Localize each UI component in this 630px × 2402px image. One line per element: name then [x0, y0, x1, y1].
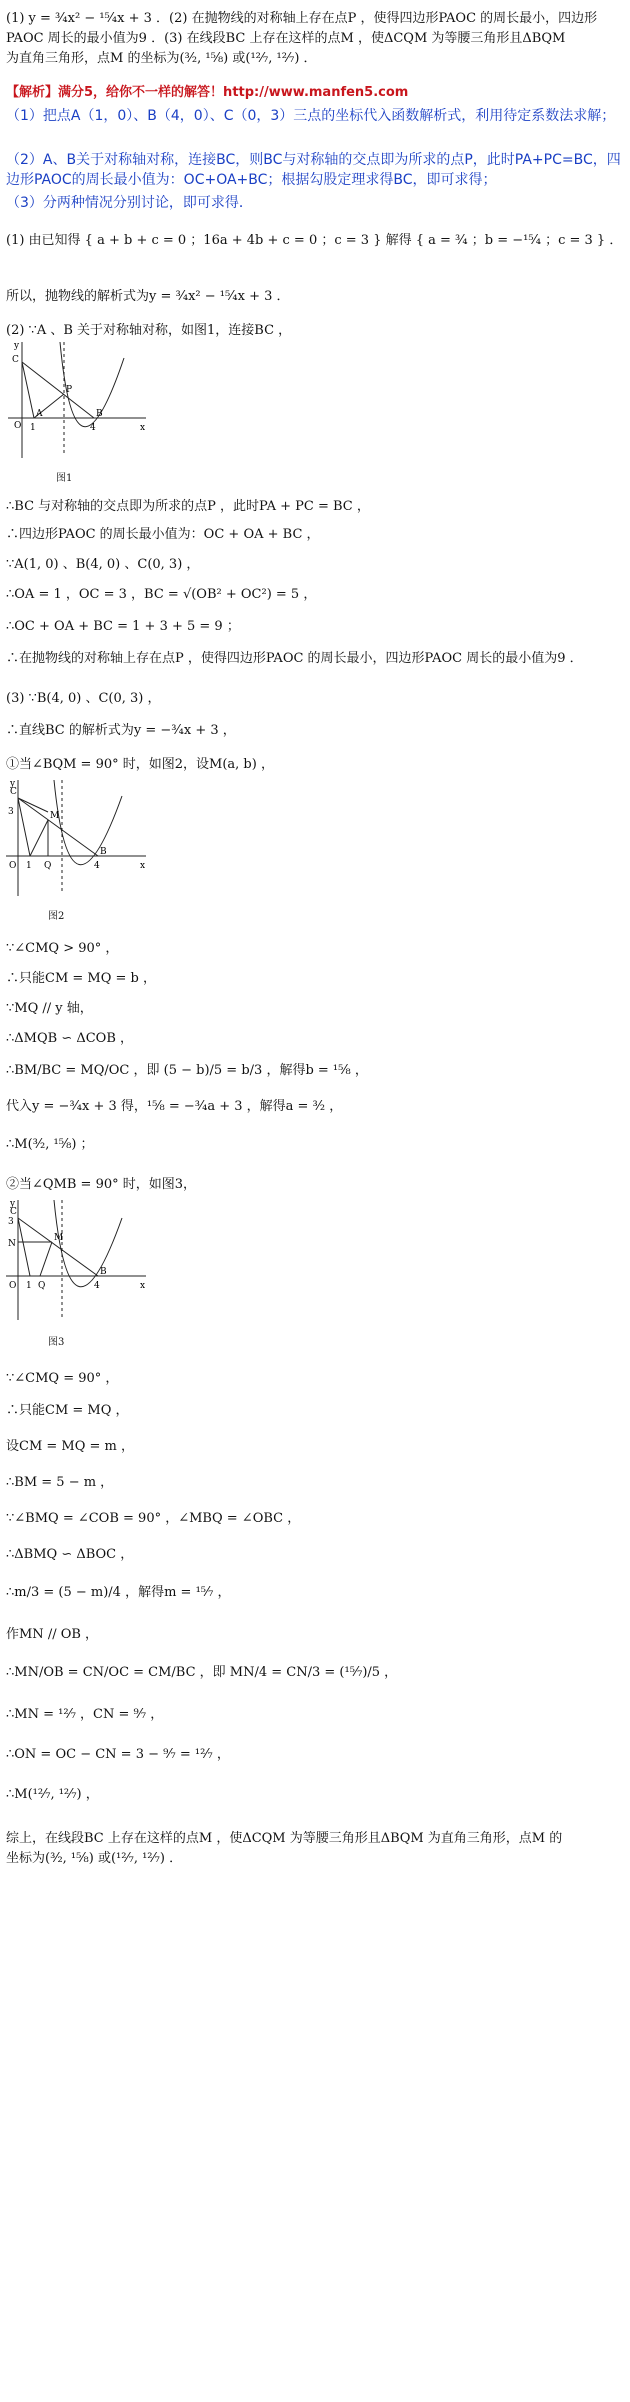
- solution-line: (2) ∵A 、B 关于对称轴对称，如图1，连接BC ，: [6, 323, 292, 338]
- solution-line: ∴MN = ¹²⁄₇ ，CN = ⁹⁄₇ ，: [6, 1707, 164, 1722]
- fig2-label-three: 3: [8, 807, 14, 817]
- analysis-site-text: 满分5，给你不一样的解答！http://www.manfen5.com: [58, 85, 409, 100]
- solution-line: ∴只能CM = MQ = b ，: [6, 971, 156, 986]
- figure-2-graph: [0, 776, 150, 904]
- solution-line: 设CM = MQ = m ，: [6, 1439, 135, 1454]
- fig3-label-x: x: [140, 1281, 146, 1291]
- fig2-label-B: B: [100, 847, 107, 857]
- solution-line: ∴OC + OA + BC = 1 + 3 + 5 = 9 ；: [6, 619, 240, 634]
- solution-line: (3) ∵B(4, 0) 、C(0, 3) ，: [6, 691, 161, 706]
- solution-line: ∵∠BMQ = ∠COB = 90° ，∠MBQ = ∠OBC ，: [6, 1511, 301, 1526]
- fig3-label-O: O: [9, 1281, 17, 1291]
- analysis-header: [6, 84, 622, 102]
- figure-3-graph: [0, 1196, 150, 1326]
- fig1-label-O: O: [14, 421, 22, 431]
- solution-line: ∵A(1, 0) 、B(4, 0) 、C(0, 3) ，: [6, 557, 200, 572]
- fig2-label-M: M: [50, 811, 60, 821]
- solution-line: ∴M(³⁄₂, ¹⁵⁄₈) ；: [6, 1137, 94, 1152]
- fig1-label-y: y: [14, 341, 20, 351]
- solution-line: 代入y = −³⁄₄x + 3 得，¹⁵⁄₈ = −³⁄₄a + 3 ，解得a = ³⁄₂ ，: [6, 1099, 343, 1114]
- solution-line: ∵MQ // y 轴，: [6, 1001, 93, 1016]
- fig1-label-x: x: [140, 423, 146, 433]
- conclusion-line-2: 坐标为(³⁄₂, ¹⁵⁄₈) 或(¹²⁄₇, ¹²⁄₇) ．: [6, 1851, 183, 1866]
- solution-line: ∴ΔMQB ∽ ΔCOB ，: [6, 1031, 134, 1046]
- fig2-label-x: x: [140, 861, 146, 871]
- fig2-label-one: 1: [26, 861, 32, 871]
- fig3-label-B: B: [100, 1267, 107, 1277]
- fig2-label-O: O: [9, 861, 17, 871]
- fig1-label-B: B: [96, 409, 103, 419]
- analysis-step-1: （1）把点A（1，0）、B（4，0）、C（0，3）三点的坐标代入函数解析式，利用待定系数法求解；: [6, 108, 616, 124]
- fig3-label-y: y: [10, 1199, 16, 1209]
- solution-line: ∴只能CM = MQ ，: [6, 1403, 129, 1418]
- solution-line: ∴ON = OC − CN = 3 − ⁹⁄₇ = ¹²⁄₇ ，: [6, 1747, 230, 1762]
- fig2-label-four: 4: [94, 861, 100, 871]
- figure-1-graph: [0, 338, 150, 464]
- solution-line: ∴在抛物线的对称轴上存在点P ，使得四边形PAOC 的周长最小，四边形PAOC 周长的最小值为9 ．: [6, 651, 583, 666]
- fig3-label-M: M: [54, 1233, 64, 1243]
- solution-line: ∵∠CMQ > 90° ，: [6, 941, 119, 956]
- analysis-label: 【解析】: [6, 85, 59, 100]
- analysis-step-3: （3）分两种情况分别讨论，即可求得．: [6, 195, 253, 211]
- fig3-label-Q: Q: [38, 1281, 46, 1291]
- fig3-label-one: 1: [26, 1281, 32, 1291]
- solution-line: ∴MN/OB = CN/OC = CM/BC ，即 MN/4 = CN/3 = (¹⁵⁄₇)/5 ，: [6, 1665, 398, 1680]
- solution-line: ∴BM = 5 − m ，: [6, 1475, 114, 1490]
- fig1-label-one: 1: [30, 423, 36, 433]
- fig1-label-C: C: [12, 355, 19, 365]
- solution-line: ①当∠BQM = 90° 时，如图2，设M(a, b) ，: [6, 757, 274, 772]
- fig1-label-A: A: [36, 409, 43, 419]
- figure-2-caption: 图2: [48, 911, 65, 922]
- solution-line: ∴ΔBMQ ∽ ΔBOC ，: [6, 1547, 134, 1562]
- solution-line: ∴m/3 = (5 − m)/4 ，解得m = ¹⁵⁄₇ ，: [6, 1585, 231, 1600]
- solution-line: (1) 由已知得 { a + b + c = 0 ；16a + 4b + c = 0 ；c = 3 } 解得 { a = ³⁄₄ ；b = −¹⁵⁄₄ ；c = 3 } ．: [6, 233, 622, 248]
- figure-1-caption: 图1: [56, 473, 73, 484]
- fig2-label-C: C: [10, 787, 17, 797]
- solution-line: ∴四边形PAOC 的周长最小值为：OC + OA + BC ，: [6, 527, 320, 542]
- figure-3-caption: 图3: [48, 1337, 65, 1348]
- fig2-label-y: y: [10, 779, 16, 789]
- answer-line-2: PAOC 周长的最小值为9 ．(3) 在线段BC 上存在这样的点M ，使ΔCQM 为等腰三角形且ΔBQM: [6, 31, 566, 46]
- fig3-label-three: 3: [8, 1217, 14, 1227]
- fig3-label-C: C: [10, 1207, 17, 1217]
- solution-line: ∵∠CMQ = 90° ，: [6, 1371, 119, 1386]
- solution-line: 作MN // OB ，: [6, 1627, 99, 1642]
- answer-line-1: (1) y = ³⁄₄x² − ¹⁵⁄₄x + 3 ．(2) 在抛物线的对称轴上存在点P ，使得四边形PAOC 的周长最小，四边形: [6, 11, 598, 26]
- solution-line: ②当∠QMB = 90° 时，如图3，: [6, 1177, 197, 1192]
- fig2-label-Q: Q: [44, 861, 52, 871]
- solution-line: ∴OA = 1 ，OC = 3 ，BC = √(OB² + OC²) = 5 ，: [6, 587, 317, 602]
- fig3-label-four: 4: [94, 1281, 100, 1291]
- analysis-step-2: （2）A、B关于对称轴对称，连接BC，则BC与对称轴的交点即为所求的点P，此时PA+PC=BC，四边形PAOC的周长最小值为：OC+OA+BC；根据勾股定理求得BC，即可求得；: [6, 152, 621, 188]
- fig1-label-four: 4: [90, 423, 96, 433]
- conclusion-line-1: 综上，在线段BC 上存在这样的点M ，使ΔCQM 为等腰三角形且ΔBQM 为直角三角形，点M 的: [6, 1831, 563, 1846]
- solution-line: ∴BC 与对称轴的交点即为所求的点P ，此时PA + PC = BC ，: [6, 499, 370, 514]
- solution-line: ∴BM/BC = MQ/OC ，即 (5 − b)/5 = b/3 ，解得b = ¹⁵⁄₈ ，: [6, 1063, 368, 1078]
- fig3-label-N: N: [8, 1239, 16, 1249]
- answer-line-3: 为直角三角形，点M 的坐标为(³⁄₂, ¹⁵⁄₈) 或(¹²⁄₇, ¹²⁄₇) ．: [6, 51, 317, 66]
- solution-line: 所以，抛物线的解析式为y = ³⁄₄x² − ¹⁵⁄₄x + 3 ．: [6, 289, 290, 304]
- fig1-label-P: P: [66, 385, 73, 395]
- solution-line: ∴M(¹²⁄₇, ¹²⁄₇) ，: [6, 1787, 99, 1802]
- solution-line: ∴直线BC 的解析式为y = −³⁄₄x + 3 ，: [6, 723, 236, 738]
